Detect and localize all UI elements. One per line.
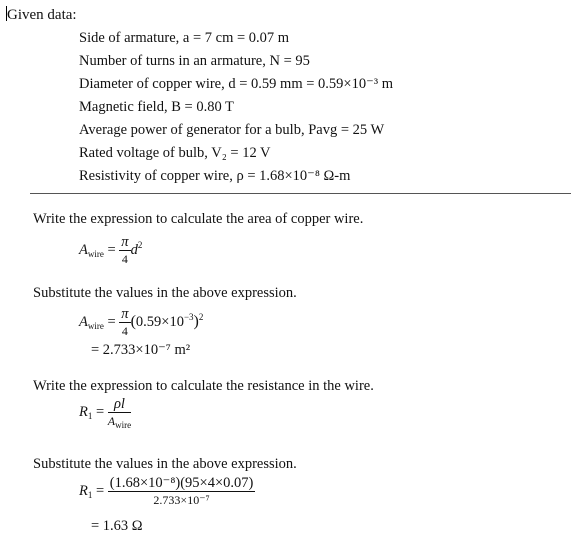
given-heading: Given data: <box>7 7 77 23</box>
given-value-resistivity: ρ = 1.68×10⁻⁸ Ω-m <box>236 168 351 184</box>
given-item-resistivity: Resistivity of copper wire, ρ = 1.68×10⁻⁸ Ω-m <box>79 168 351 184</box>
resistance-result: = 1.63 Ω <box>91 518 143 534</box>
given-value-side: a = 7 cm = 0.07 m <box>182 30 290 46</box>
given-item-diameter: Diameter of copper wire, d = 0.59 mm = 0.59×10⁻³ m <box>79 76 393 92</box>
step4-text: Substitute the values in the above expression. <box>33 456 297 472</box>
area-substitution: $A_{wire}$ = $\frac{\pi}{4}$ $(0.59\times 10^{-3})^2$ <box>79 306 204 338</box>
section-divider <box>30 193 571 194</box>
given-item-turns: Number of turns in an armature, N = 95 <box>79 53 310 69</box>
given-item-voltage: Rated voltage of bulb, V₂ = 12 V <box>79 145 271 161</box>
given-value-field: B = 0.80 T <box>171 99 234 115</box>
resistance-numerator: (1.68×10⁻⁸)(95×4×0.07) <box>109 475 254 491</box>
step3-text: Write the expression to calculate the resistance in the wire. <box>33 378 374 394</box>
given-data-list <box>79 27 393 188</box>
area-formula: $A_{wire}$ = $\frac{\pi}{4}$ $d^2$ <box>79 234 143 266</box>
given-value-power: Pavg = 25 W <box>308 122 385 138</box>
step2-text: Substitute the values in the above expression. <box>33 285 297 301</box>
given-item-side: Side of armature, a = 7 cm = 0.07 m <box>79 30 290 46</box>
given-item-power: Average power of generator for a bulb, Pavg = 25 W <box>79 122 385 138</box>
resistance-denominator: 2.733×10⁻⁷ <box>153 493 210 507</box>
resistance-formula: $R_1$ = $\frac{\rho l}{A_{wire}}$ <box>79 396 132 430</box>
given-value-voltage: V₂ = 12 V <box>211 145 271 161</box>
area-result: = 2.733×10⁻⁷ m² <box>91 342 191 358</box>
step1-text: Write the expression to calculate the area of copper wire. <box>33 211 364 227</box>
given-item-field: Magnetic field, B = 0.80 T <box>79 99 234 115</box>
given-value-diameter: d = 0.59 mm = 0.59×10⁻³ m <box>228 76 393 92</box>
given-value-turns: N = 95 <box>269 53 310 69</box>
resistance-substitution: $R_1$ = $\frac{\text{(1.68×10⁻⁸)(95×4×0.07)}}{\text{2.733×10⁻⁷}}$ <box>79 475 254 507</box>
